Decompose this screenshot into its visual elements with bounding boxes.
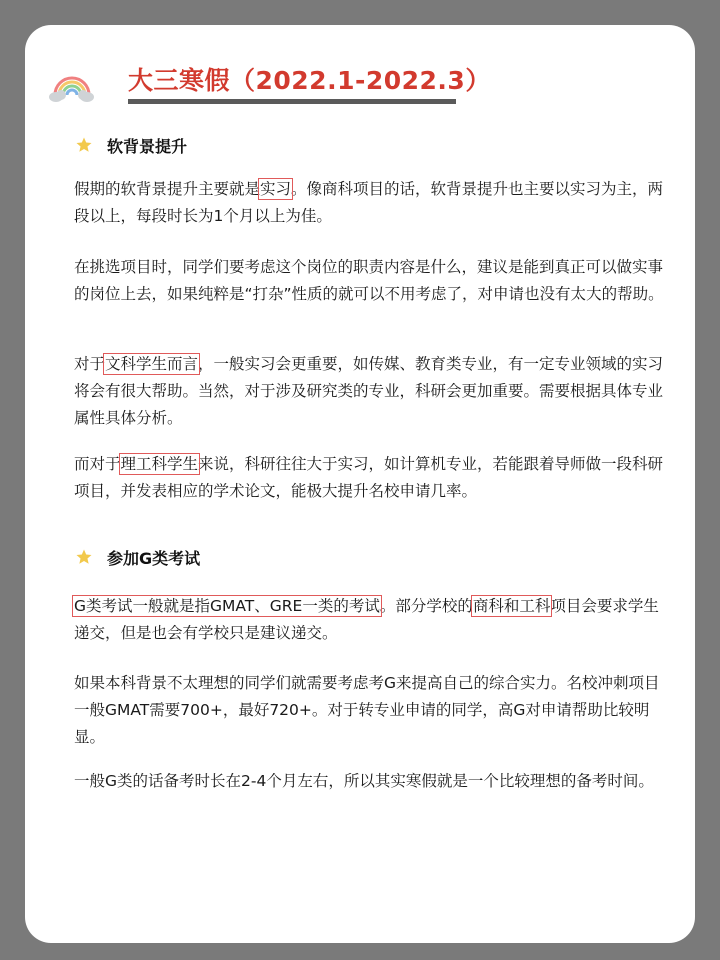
section-title: 参加G类考试: [107, 548, 201, 568]
section-heading-g-exam: [75, 545, 200, 569]
highlight-box: 实习: [260, 180, 292, 198]
title-row: [49, 57, 491, 107]
paragraph: G类考试一般就是指GMAT、GRE一类的考试。部分学校的商科和工科项目会要求学生递交，但是也会有学校只是建议递交。: [74, 597, 659, 642]
title-underline-bar: [128, 99, 456, 104]
highlight-box: G类考试一般就是指GMAT、GRE一类的考试: [74, 597, 380, 615]
section-title: 软背景提升: [107, 136, 188, 156]
rainbow-cloud-icon: [49, 69, 95, 103]
paragraph: 一般G类的话备考时长在2-4个月左右，所以其实寒假就是一个比较理想的备考时间。: [74, 772, 654, 790]
paragraph: 假期的软背景提升主要就是实习。像商科项目的话，软背景提升也主要以实习为主，两段以上，每段时长为1个月以上为佳。: [74, 180, 664, 225]
star-icon: [75, 548, 93, 566]
paragraph: 在挑选项目时，同学们要考虑这个岗位的职责内容是什么，建议是能到真正可以做实事的岗位上去，如果纯粹是“打杂”性质的就可以不用考虑了，对申请也没有太大的帮助。: [74, 258, 664, 303]
highlight-box: 理工科学生: [120, 455, 199, 473]
page-title: 大三寒假（2022.1-2022.3）: [128, 66, 491, 95]
paragraph: 而对于理工科学生来说，科研往往大于实习，如计算机专业，若能跟着导师做一段科研项目，并发表相应的学术论文，能极大提升名校申请几率。: [74, 455, 664, 500]
highlight-box: 商科和工科: [472, 597, 551, 615]
paragraph: 如果本科背景不太理想的同学们就需要考虑考G来提高自己的综合实力。名校冲刺项目一般GMAT需要700+，最好720+。对于转专业申请的同学，高G对申请帮助比较明显。: [74, 674, 660, 746]
content-card: [25, 25, 695, 943]
section-heading-soft-background: [75, 133, 187, 157]
highlight-box: 文科学生而言: [105, 355, 199, 373]
paragraph: 对于文科学生而言，一般实习会更重要，如传媒、教育类专业，有一定专业领域的实习将会有很大帮助。当然，对于涉及研究类的专业，科研会更加重要。需要根据具体专业属性具体分析。: [74, 355, 664, 427]
star-icon: [75, 136, 93, 154]
